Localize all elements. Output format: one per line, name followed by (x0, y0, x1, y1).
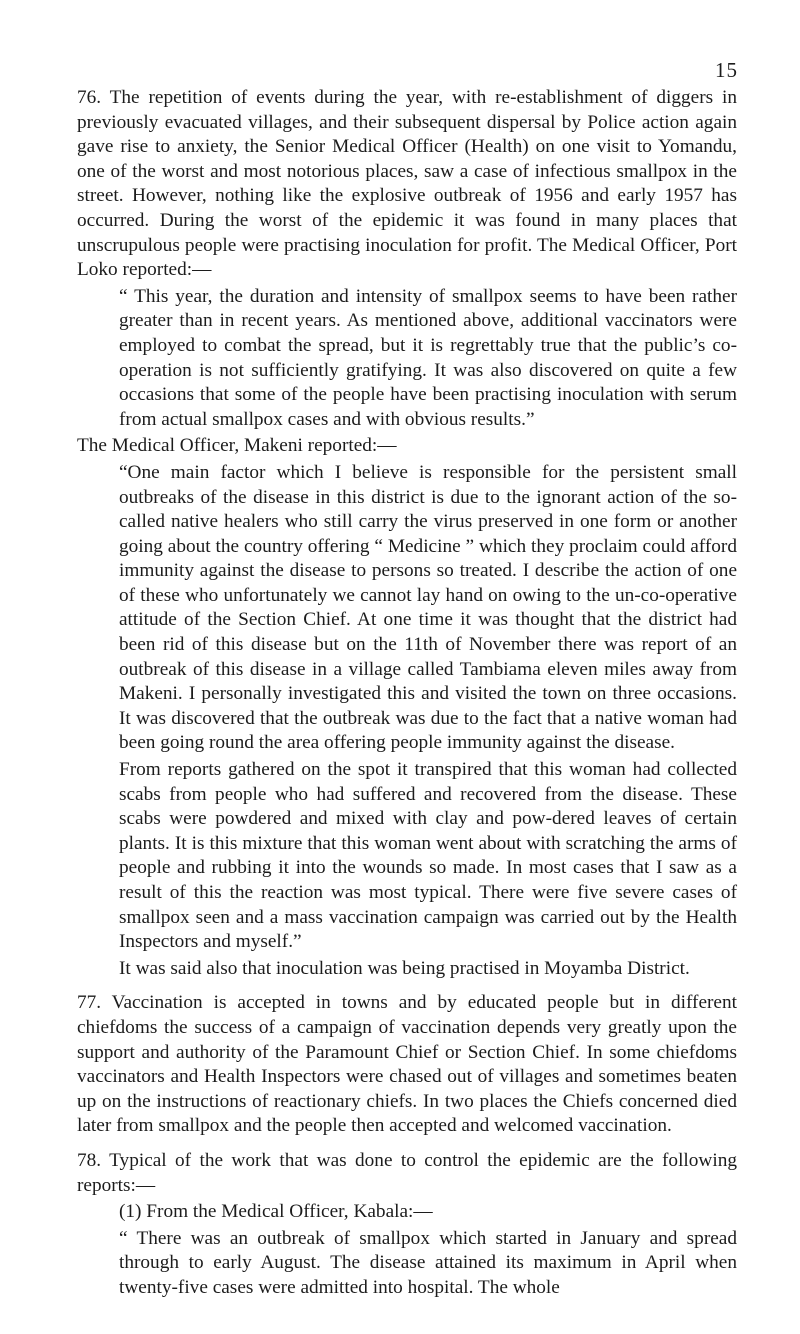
quote-kabala-text: “ There was an outbreak of smallpox which started in January and spread through to early August. The disease attained its maximum in April when twenty-five cases were admitted into hospital. The whole (119, 1227, 737, 1298)
moyamba-note: It was said also that inoculation was being practised in Moyamba District. (119, 957, 690, 979)
quote-makeni-text-1: “One main factor which I believe is responsible for the persistent small outbreaks of the disease in this district is due to the ignorant action of the so-called native healers who still carry the virus preserved in one form or another going about the country offering “ Medicine ” which they proclaim could afford immunity against the disease to persons so treated. I describe the action of one of these who unfortunately we cannot lay hand on owing to the un-co-operative attitude of the Section Chief. At one time it was thought that the district had been rid of this disease but on the 11th of November there was report of an outbreak of this disease in a village called Tambiama eleven miles away from Makeni. I personally investigated this and visited the town on three occasions. It was discovered that the outbreak was due to the fact that a native woman had been going round the area offering people immunity against the disease. (119, 461, 737, 754)
page-body (77, 86, 737, 1311)
quote-makeni (119, 461, 737, 955)
kabala-intro: (1) From the Medical Officer, Kabala:— (119, 1201, 433, 1223)
quote-port-loko (119, 285, 737, 433)
page-number: 15 (715, 58, 738, 82)
quote-makeni-text-2: From reports gathered on the spot it transpired that this woman had collected scabs from people who had suffered and recovered from the disease. These scabs were powdered and mixed with clay and pow-dered leaves of certain plants. It is this mixture that this woman went about with scratching the arms of people and rubbing it into the wounds so made. In most cases that I saw as a result of this the reaction was most typical. There were five severe cases of smallpox seen and a mass vaccination campaign was carried out by the Health Inspectors and myself.” (119, 759, 737, 953)
paragraph-76: 76. The repetition of events during the year, with re-establishment of diggers in previously evacuated villages, and their subsequent dispersal by Police action again gave rise to anxiety, the Senior Medical Officer (Health) on one visit to Yomandu, one of the worst and most notorious places, saw a case of infectious smallpox in the street. However, nothing like the explosive outbreak of 1956 and early 1957 has occurred. During the worst of the epidemic it was found in many places that unscrupulous people were practising inoculation for profit. The Medical Officer, Port Loko reported:— (77, 87, 737, 281)
makeni-intro: The Medical Officer, Makeni reported:— (77, 435, 397, 457)
paragraph-78: 78. Typical of the work that was done to control the epidemic are the following reports:— (77, 1149, 737, 1196)
quote-port-loko-text: “ This year, the duration and intensity of smallpox seems to have been rather greater than in recent years. As mentioned above, additional vaccinators were employed to combat the spread, but it is regrettably true that the public’s co-operation is not sufficiently gratifying. It was also discovered on quite a few occasions that some of the people have been practising inoculation with serum from actual smallpox cases and with obvious results.” (119, 285, 737, 430)
quote-kabala (119, 1227, 737, 1301)
paragraph-77: 77. Vaccination is accepted in towns and by educated people but in different chiefdoms the success of a campaign of vaccination depends very greatly upon the support and authority of the Paramount Chief or Section Chief. In some chiefdoms vaccinators and Health Inspectors were chased out of villages and sometimes beaten up on the instructions of reactionary chiefs. In two places the Chiefs concerned died later from smallpox and the people then accepted and welcomed vaccination. (77, 992, 737, 1137)
